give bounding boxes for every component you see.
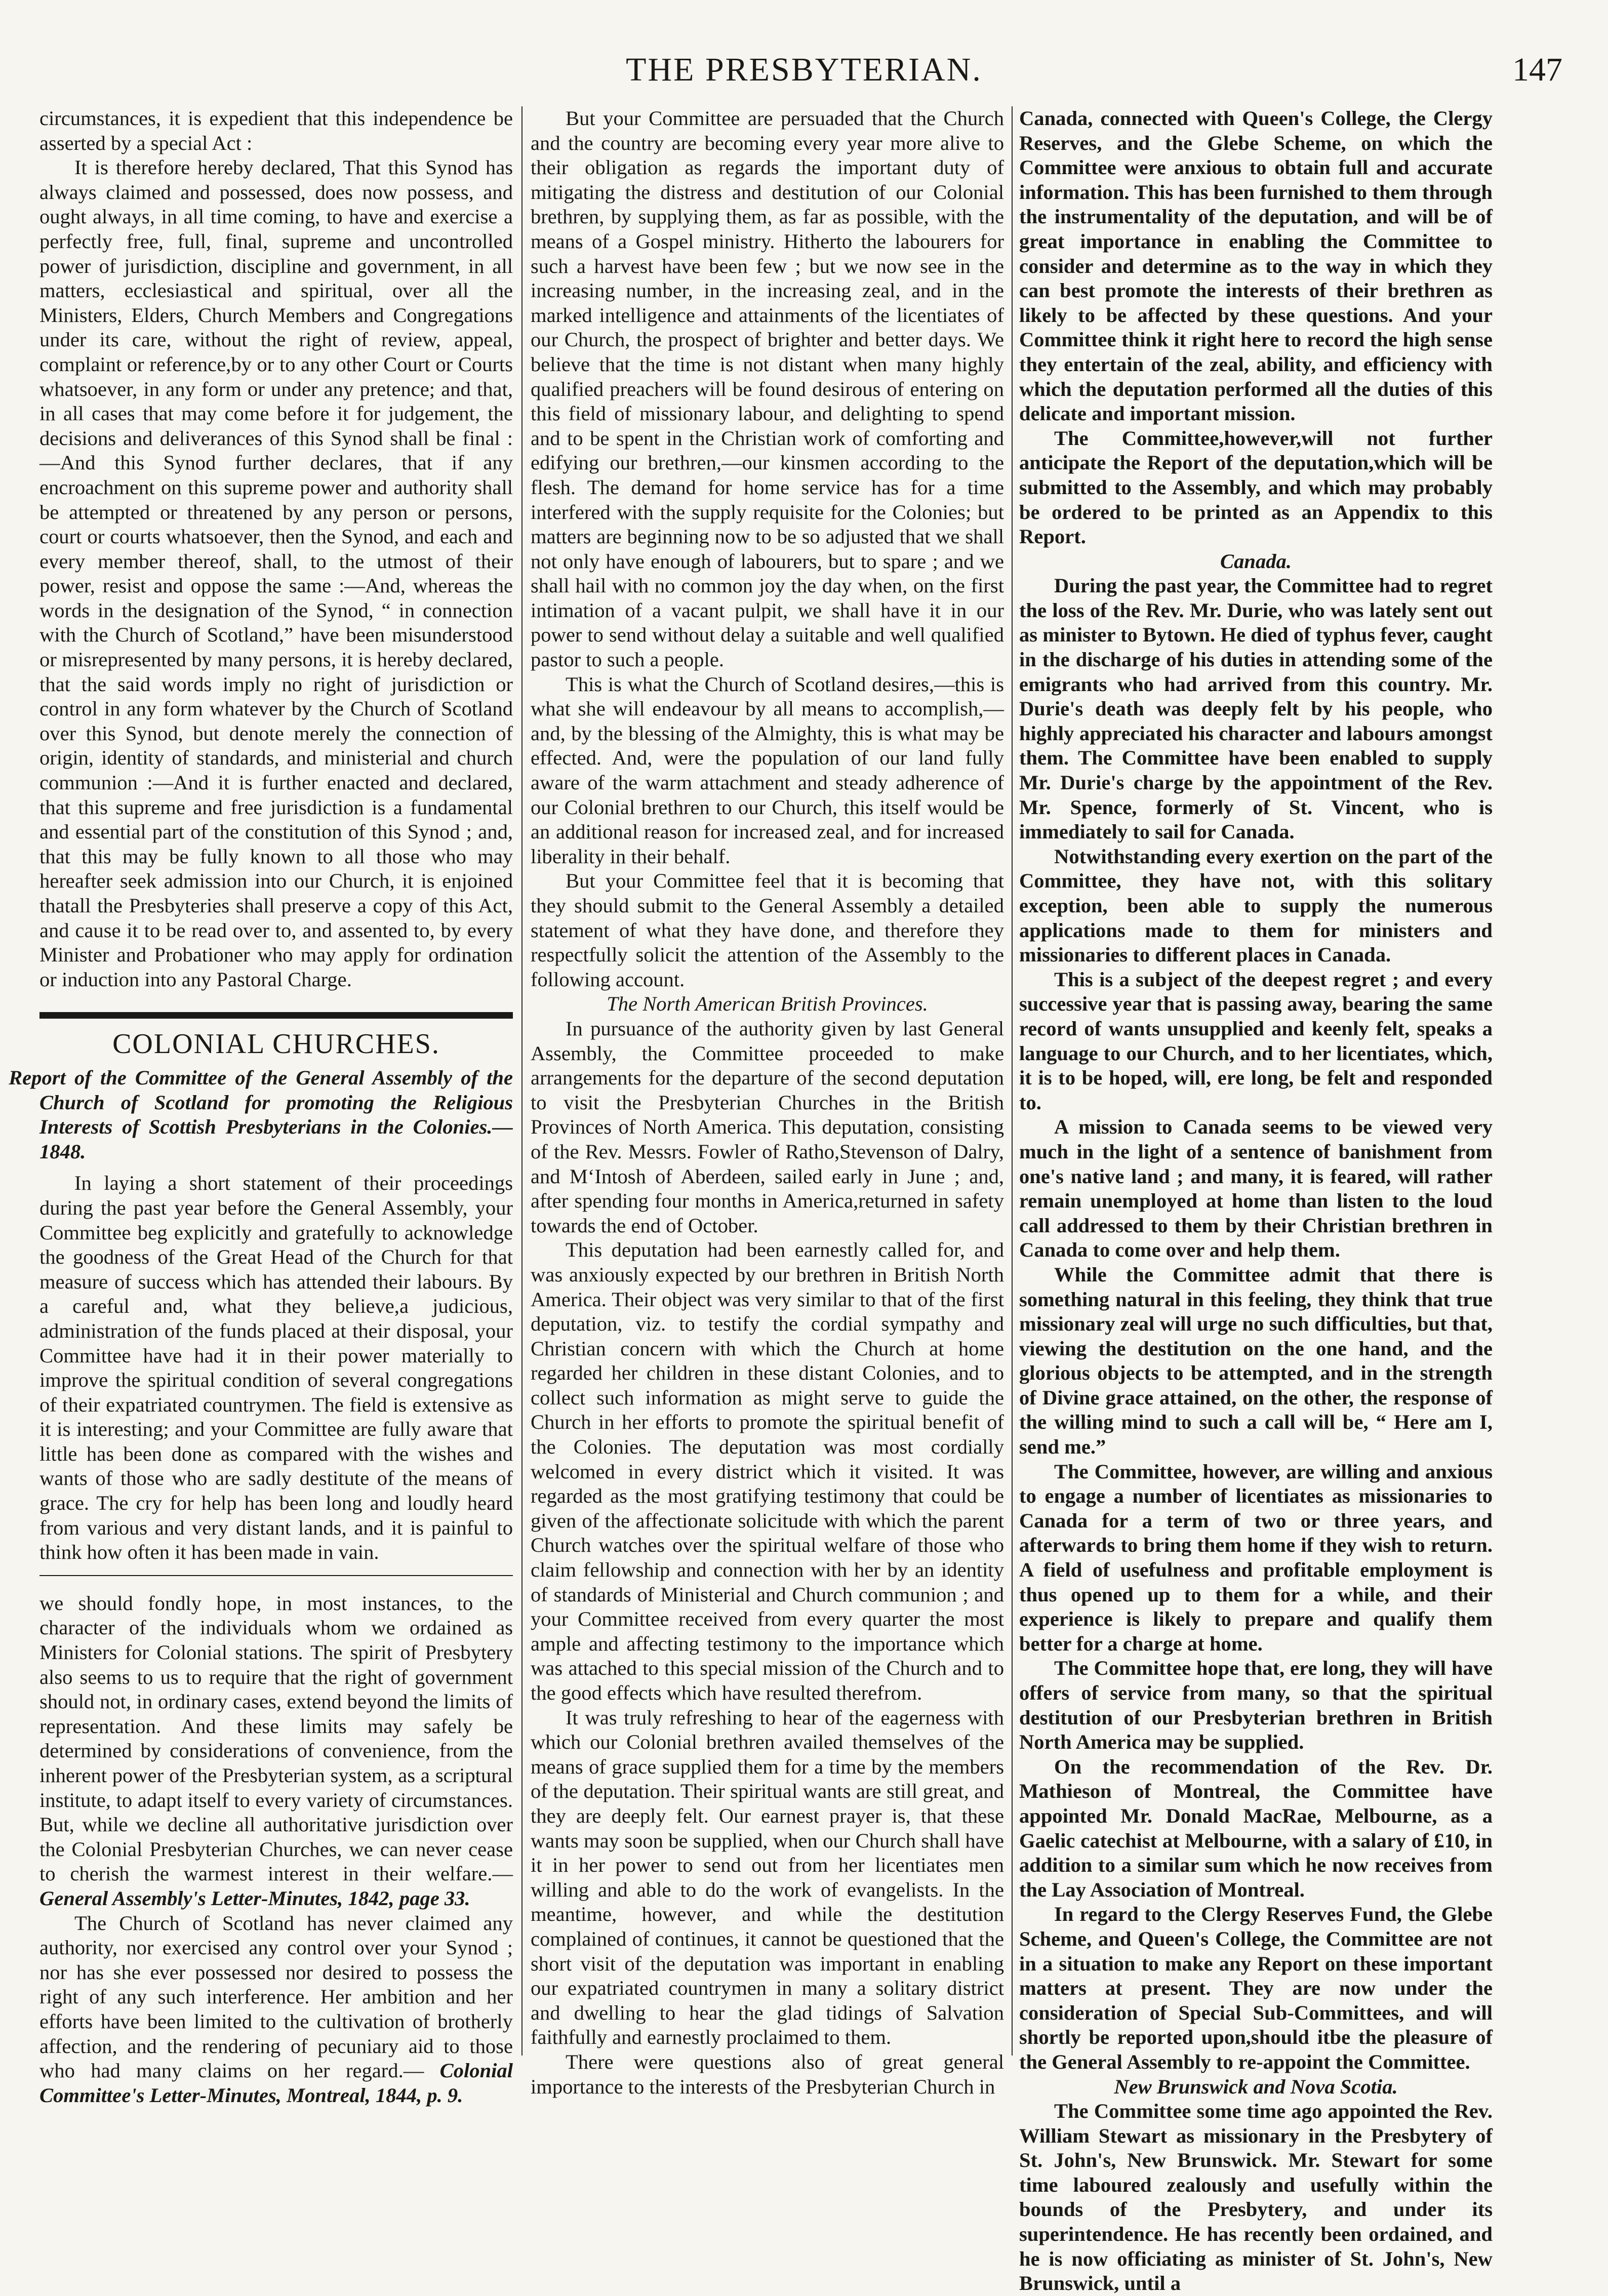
paragraph: The Committee some time ago appointed the Rev. William Stewart as missionary in the Presbytery of St. John's, New Brunswick. Mr. Stewart for some time laboured zealously and usefully within the bounds of the Presbytery, and under its superintendence. He has recently been ordained, and he is now officiating as minister of St. John's, New Brunswick, until a xyxy=(1019,2100,1493,2295)
report-title: Report of the Committee of the General Assembly of the Church of Scotland for promoting the Religious Interests of Scottish Presbyterians in the Colonies.—1848. xyxy=(9,1066,513,1163)
paragraph-text: The Church of Scotland has never claimed any authority, nor exercised any control over your Synod ; nor has she ever possessed nor desired to possess the right of any such interference. Her ambition and her efforts have been limited to the cultivation of brotherly affection, and the rendering of pecuniary aid to those who had many claims on her regard.— xyxy=(39,1911,513,2082)
paragraph: It is therefore hereby declared, That this Synod has always claimed and possessed, does now possess, and ought always, in all time coming, to have and exercise a perfectly free, full, final, supreme and uncontrolled power of jurisdiction, discipline and government, in all matters, ecclesiastical and spiritual, over all the Ministers, Elders, Church Members and Congregations under its care, without the right of review, appeal, complaint or reference,by or to any other Court or Courts whatsoever, in any form or under any pretence; and that, in all cases that may come before it for judgement, the decisions and deliverances of this Synod shall be final :—And this Synod further declares, that if any encroachment on this supreme power and authority shall be attempted or threatened by any person or persons, court or courts whatsoever, then the Synod, and each and every member thereof, shall, to the utmost of their power, resist and oppose the same :—And, whereas the words in the designation of the Synod, “ in connection with the Church of Scotland,” have been misunderstood or misrepresented by many persons, it is hereby declared, that the said words imply no right of jurisdiction or control in any form whatever by the Church of Scotland over this Synod, but denote merely the connection of origin, identity of standards, and ministerial and church communion :—And it is further enacted and declared, that this supreme and free jurisdiction is a fundamental and essential part of the constitution of this Synod ; and, that this may be fully known to all those who may hereafter seek admission into our Church, it is enjoined thatall the Presbyteries shall preserve a copy of this Act, and cause it to be read over to, and assented to, by every Minister and Probationer who may apply for ordination or induction into any Pastoral Charge. xyxy=(39,156,513,991)
paragraph: circumstances, it is expedient that this independence be asserted by a special Act : xyxy=(39,107,513,154)
paragraph: But your Committee feel that it is becoming that they should submit to the General Assembly a detailed statement of what they have done, and therefore they respectfully solicit the attention of the Assembly to the following account. xyxy=(531,869,1004,991)
paragraph: In laying a short statement of their proceedings during the past year before the General Assembly, your Committee beg explicitly and gratefully to acknowledge the goodness of the Great Head of the Church for that measure of success which has attended their labours. By a careful and, what they believe,a judicious, administration of the funds placed at their disposal, your Committee have had it in their power materially to improve the spiritual condition of several congregations of their expatriated countrymen. The field is extensive as it is interesting; and your Committee are fully aware that little has been done as compared with the wishes and wants of those who are sadly destitute of the means of grace. The cry for help has been long and loudly heard from various and very distant lands, and it is painful to think how often it has been made in vain. xyxy=(39,1172,513,1564)
column-1 xyxy=(9,106,513,2107)
paragraph: It was truly refreshing to hear of the eagerness with which our Colonial brethren availed themselves of the means of grace supplied them for a time by the members of the deputation. Their spiritual wants are still great, and they are deeply felt. Our earnest prayer is, that these wants may soon be supplied, when our Church shall have it in her power to send out from her licentiates men willing and able to do the work of evangelists. In the meantime, however, and while the destitution complained of continues, it cannot be questioned that the short visit of the deputation was important in enabling our expatriated countrymen in many a solitary district and dwelling to hear the glad tidings of Salvation faithfully and earnestly proclaimed to them. xyxy=(531,1706,1004,2049)
column-divider-1 xyxy=(521,106,522,2056)
column-divider-2 xyxy=(1012,106,1013,2056)
divider xyxy=(39,1575,513,1576)
paragraph: This deputation had been earnestly called for, and was anxiously expected by our brethren in British North America. Their object was very similar to that of the first deputation, viz. to testify the cordial sympathy and Christian concern with which the Church at home regarded her children in these distant Colonies, and to collect such information as might serve to guide the Church in her efforts to promote the spiritual benefit of the Colonies. The deputation was most cordially welcomed in every district which it visited. It was regarded as the most gratifying testimony that could be given of the affectionate solicitude with which the parent Church watches over the spiritual welfare of those who claim fellowship and connection with her by an identity of standards of Ministerial and Church communion ; and your Committee received from every quarter the most ample and affecting testimony to the importance which was attached to this special mission of the Church and to the good effects which have resulted therefrom. xyxy=(531,1238,1004,1704)
paragraph: On the recommendation of the Rev. Dr. Mathieson of Montreal, the Committee have appointed Mr. Donald MacRae, Melbourne, as a Gaelic catechist at Melbourne, with a salary of £10, in addition to a similar sum which he now receives from the Lay Association of Montreal. xyxy=(1019,1755,1493,1901)
paragraph: But your Committee are persuaded that the Church and the country are becoming every year more alive to their obligation as regards the important duty of mitigating the distress and destitution of our Colonial brethren, by supplying them, as far as possible, with the means of a Gospel ministry. Hitherto the labourers for such a harvest have been few ; but we now see in the increasing number, in the increasing zeal, and in the marked intelligence and attainments of the licentiates of our Church, the prospect of brighter and better days. We believe that the time is not distant when many highly qualified preachers will be found desirous of entering on this field of missionary labour, and delighting to spend and to be spent in the Christian work of comforting and edifying our brethren,—our kinsmen according to the flesh. The demand for home service has for a time interfered with the supply requisite for the Colonies; but matters are beginning now to be so adjusted that we shall not only have enough of labourers, but to spare ; and we shall hail with no common joy the day when, on the first intimation of a vacant pulpit, we shall have it in our power to send without delay a suitable and well qualified pastor to such a people. xyxy=(531,107,1004,671)
paragraph: In regard to the Clergy Reserves Fund, the Glebe Scheme, and Queen's College, the Committee are not in a situation to make any Report on these important matters at present. They are now under the consideration of Special Sub-Committees, and will shortly be reported upon,should itbe the pleasure of the General Assembly to re-appoint the Committee. xyxy=(1019,1903,1493,2073)
running-title: THE PRESBYTERIAN. xyxy=(626,51,982,88)
citation: General Assembly's Letter-Minutes, 1842, page 33. xyxy=(39,1886,470,1910)
paragraph: While the Committee admit that there is something natural in this feeling, they think that true missionary zeal will urge no such difficulties, but that, viewing the destitution on the one hand, and the glorious objects to be attempted, and in the strength of Divine grace attained, on the other, the response of the willing mind to such a call will be, “ Here am I, send me.” xyxy=(1019,1263,1493,1459)
subheading: The North American British Provinces. xyxy=(607,992,928,1016)
paragraph xyxy=(39,1591,513,1911)
subheading: Canada. xyxy=(1220,549,1292,573)
paragraph: During the past year, the Committee had to regret the loss of the Rev. Mr. Durie, who was lately sent out as minister to Bytown. He died of typhus fever, caught in the discharge of his duties in attending some of the emigrants who had arrived from this country. Mr. Durie's death was deeply felt by his people, who highly appreciated his character and labours amongst them. The Committee have been enabled to supply Mr. Durie's charge by the appointment of the Rev. Mr. Spence, formerly of St. Vincent, who is immediately to sail for Canada. xyxy=(1019,574,1493,843)
paragraph: There were questions also of great general importance to the interests of the Presbyterian Church in xyxy=(531,2050,1004,2098)
paragraph: This is a subject of the deepest regret ; and every successive year that is passing away, bearing the same record of wants unsupplied and keenly felt, speaks a language to our Church, and to her licentiates, which, it is to be hoped, will, ere long, be felt and responded to. xyxy=(1019,968,1493,1114)
column-2 xyxy=(531,106,1004,2098)
section-title: COLONIAL CHURCHES. xyxy=(112,1028,440,1060)
citation: Colonial Committee's Letter-Minutes, Montreal, 1844, p. 9. xyxy=(39,2059,513,2107)
paragraph: The Committee hope that, ere long, they will have offers of service from many, so that the spiritual destitution of our Presbyterian brethren in British North America may be supplied. xyxy=(1019,1657,1493,1754)
section-rule xyxy=(39,1012,513,1019)
paragraph: In pursuance of the authority given by last General Assembly, the Committee proceeded to make arrangements for the departure of the second deputation to visit the Presbyterian Churches in the British Provinces of North America. This deputation, consisting of the Rev. Messrs. Fowler of Ratho,Stevenson of Dalry, and M‘Intosh of Aberdeen, sailed early in June ; and, after spending four months in America,returned in safety towards the end of October. xyxy=(531,1017,1004,1237)
column-3 xyxy=(1019,106,1493,2295)
paragraph: This is what the Church of Scotland desires,—this is what she will endeavour by all means to accomplish,—and, by the blessing of the Almighty, this is what may be effected. And, were the population of our land fully aware of the warm attachment and steady adherence of our Colonial brethren to our Church, this itself would be an additional reason for increased zeal, and for increased liberality in their behalf. xyxy=(531,672,1004,868)
page-number: 147 xyxy=(1512,51,1562,88)
subheading: New Brunswick and Nova Scotia. xyxy=(1114,2075,1398,2098)
paragraph xyxy=(39,1911,513,2108)
paragraph: The Committee, however, are willing and anxious to engage a number of licentiates as missionaries to Canada for a term of two or three years, and afterwards to bring them home if they wish to return. A field of usefulness and profitable employment is thus opened up to them for a while, and their experience is likely to prepare and qualify them better for a charge at home. xyxy=(1019,1460,1493,1655)
paragraph: A mission to Canada seems to be viewed very much in the light of a sentence of banishment from one's native land ; and many, it is feared, will rather remain unemployed at home than listen to the loud call addressed to them by their Christian brethren in Canada to come over and help them. xyxy=(1019,1115,1493,1262)
paragraph-text: we should fondly hope, in most instances, to the character of the individuals whom we ordained as Ministers for Colonial stations. The spirit of Presbytery also seems to us to require that the right of government should not, in ordinary cases, extend beyond the limits of representation. And these limits may safely be determined by considerations of convenience, from the inherent power of the Presbyterian system, as a scriptural institute, to adapt itself to every variety of circumstances. But, while we decline all authoritative jurisdiction over the Colonial Presbyterian Churches, we can never cease to cherish the warmest interest in their welfare.— xyxy=(39,1591,513,1885)
page-header xyxy=(41,51,1567,96)
paragraph: The Committee,however,will not further anticipate the Report of the deputation,which will be submitted to the Assembly, and which may probably be ordered to be printed as an Appendix to this Report. xyxy=(1019,426,1493,548)
paragraph: Notwithstanding every exertion on the part of the Committee, they have not, with this solitary exception, been able to supply the numerous applications made to them for ministers and missionaries to different places in Canada. xyxy=(1019,844,1493,966)
paragraph: Canada, connected with Queen's College, the Clergy Reserves, and the Glebe Scheme, on which the Committee were anxious to obtain full and accurate information. This has been furnished to them through the instrumentality of the deputation, and will be of great importance in enabling the Committee to consider and determine as to the way in which they can best promote the interests of their brethren as likely to be affected by these questions. And your Committee think it right here to record the high sense they entertain of the zeal, ability, and efficiency with which the deputation performed all the duties of this delicate and important mission. xyxy=(1019,107,1493,425)
